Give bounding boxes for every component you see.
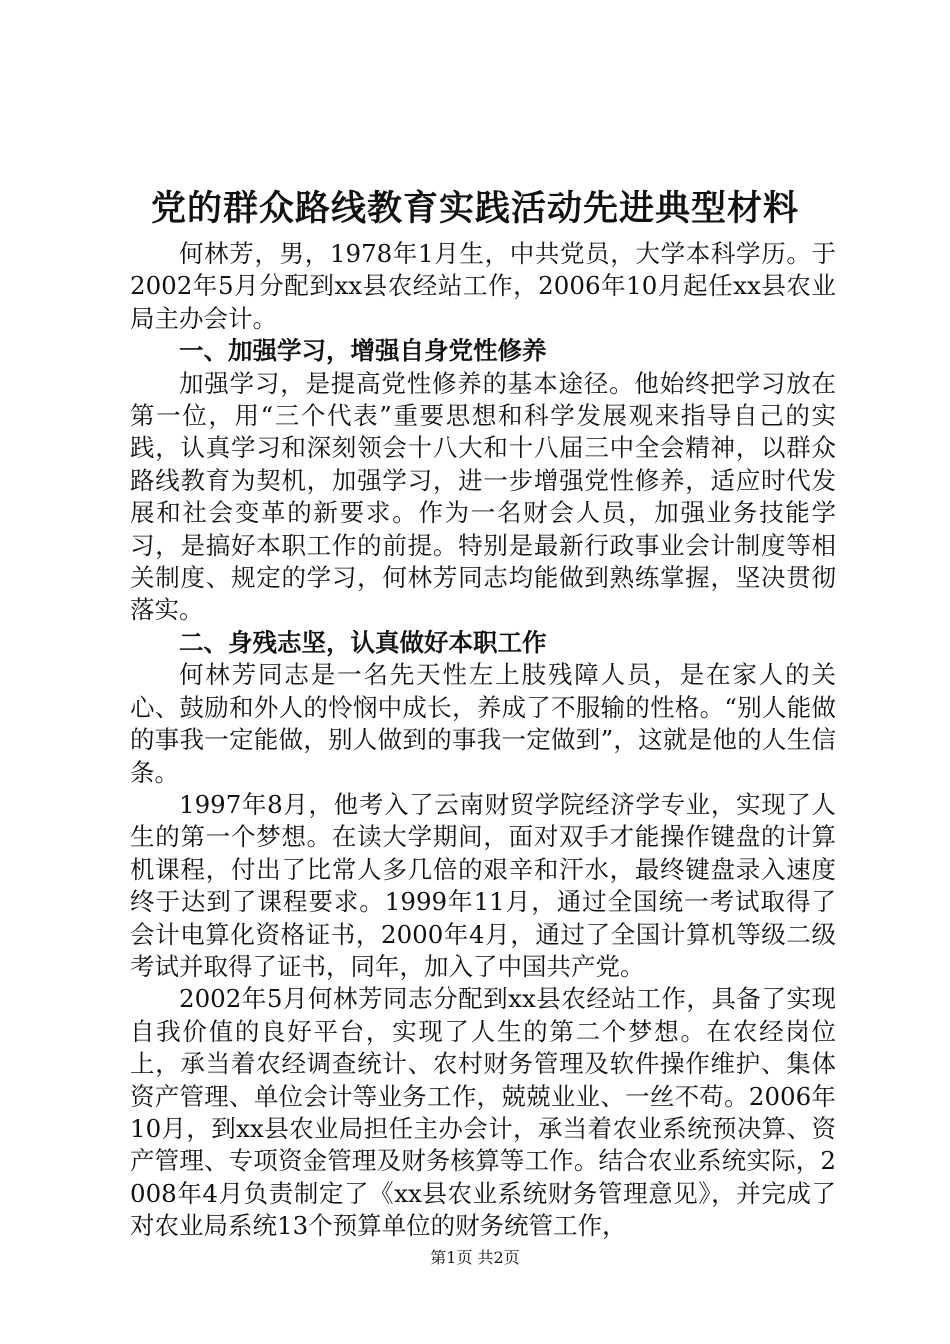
section-heading-1: 一、加强学习，增强自身党性修养 [179, 336, 547, 366]
intro-paragraph: 何林芳，男，1978年1月生，中共党员，大学本科学历。于2002年5月分配到xx县农经站工作，2006年10月起任xx县农业局主办会计。 [130, 239, 836, 333]
section-heading-2: 二、身残志坚，认真做好本职工作 [179, 627, 547, 657]
page-footer: 第1页 共2页 [430, 1248, 520, 1267]
document-body [130, 238, 836, 1243]
section-2-paragraph-2: 1997年8月，他考入了云南财贸学院经济学专业，实现了人生的第一个梦想。在读大学期间，面对双手才能操作键盘的计算机课程，付出了比常人多几倍的艰辛和汗水，最终键盘录入速度终于达到了课程要求。1999年11月，通过全国统一考试取得了会计电算化资格证书，2000年4月，通过了全国计算机等级二级考试并取得了证书，同年，加入了中国共产党。 [130, 789, 836, 981]
document-title: 党的群众路线教育实践活动先进典型材料 [150, 188, 799, 229]
section-2-paragraph-3: 2002年5月何林芳同志分配到xx县农经站工作，具备了实现自我价值的良好平台，实现了人生的第二个梦想。在农经岗位上，承当着农经调查统计、农村财务管理及软件操作维护、集体资产管理、单位会计等业务工作，兢兢业业、一丝不苟。2006年10月，到xx县农业局担任主办会计，承当着农业系统预决算、资产管理、专项资金管理及财务核算等工作。结合农业系统实际，2008年4月负责制定了《xx县农业系统财务管理意见》，并完成了对农业局系统13个预算单位的财务统管工作， [130, 984, 836, 1241]
section-2-paragraph-1: 何林芳同志是一名先天性左上肢残障人员，是在家人的关心、鼓励和外人的怜悯中成长，养成了不服输的性格。“别人能做的事我一定能做，别人做到的事我一定做到”，这就是他的人生信条。 [130, 660, 836, 787]
section-1-paragraph: 加强学习，是提高党性修养的基本途径。他始终把学习放在第一位，用“三个代表”重要思想和科学发展观来指导自己的实践，认真学习和深刻领会十八大和十八届三中全会精神，以群众路线教育为契机，加强学习，进一步增强党性修养，适应时代发展和社会变革的新要求。作为一名财会人员，加强业务技能学习，是搞好本职工作的前提。特别是最新行政事业会计制度等相关制度、规定的学习，何林芳同志均能做到熟练掌握，坚决贯彻落实。 [130, 368, 836, 625]
